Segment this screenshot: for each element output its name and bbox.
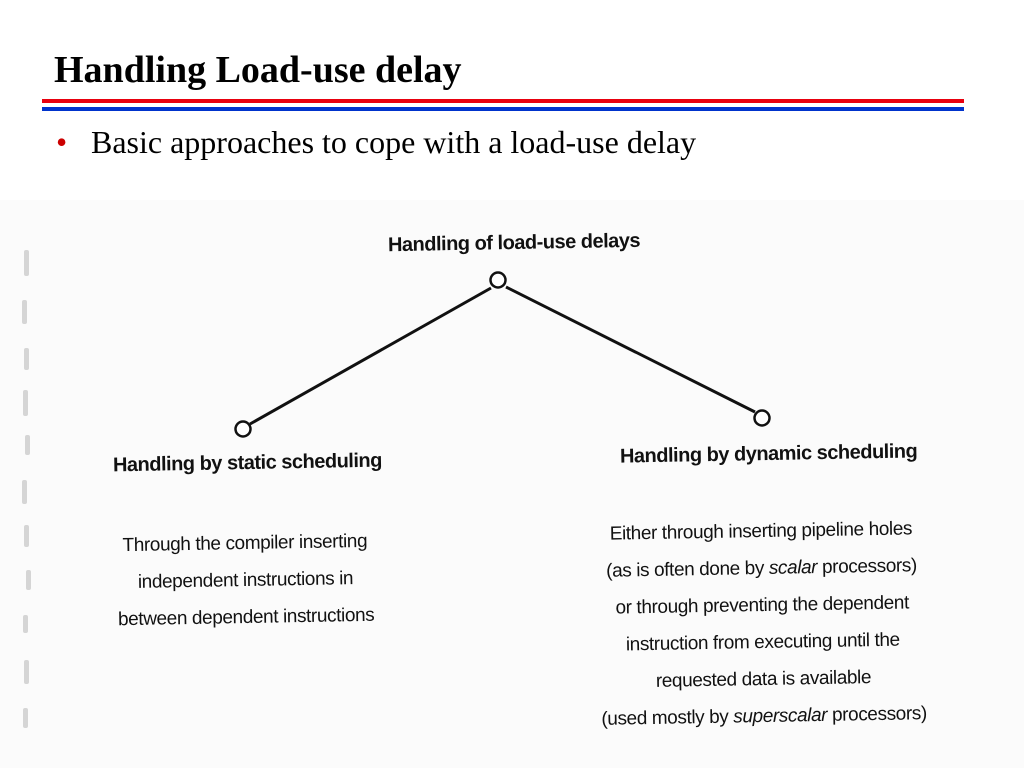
description-emphasis: scalar [768, 557, 818, 579]
root-node-circle [491, 273, 506, 288]
description-text: or through preventing the dependent [615, 592, 910, 619]
dynamic-node-label: Handling by dynamic scheduling [619, 440, 918, 468]
bullet-text: Basic approaches to cope with a load-use delay [91, 124, 697, 160]
edge-root-to-static [250, 288, 491, 424]
description-text: between dependent instructions [117, 604, 375, 631]
description-line [107, 523, 383, 565]
static-node-description [107, 523, 384, 639]
root-node-label: Handling of load-use delays [387, 229, 641, 257]
slide-title: Handling Load-use delay [54, 49, 462, 91]
bullet-marker: • [56, 124, 68, 160]
description-text: (as is often done by [605, 557, 770, 582]
description-text: instruction from executing until the [625, 629, 900, 656]
static-node-circle [236, 422, 251, 437]
dynamic-node-circle [755, 411, 770, 426]
description-line [590, 621, 936, 664]
dynamic-node-description [588, 510, 937, 738]
description-line [591, 695, 937, 738]
description-line [589, 547, 935, 590]
edge-root-to-dynamic [506, 287, 755, 412]
description-text: independent instructions in [137, 568, 354, 593]
description-line [589, 584, 935, 627]
description-text: Through the compiler inserting [122, 530, 368, 557]
description-text: requested data is available [655, 667, 872, 692]
description-text: processors) [816, 555, 918, 579]
description-emphasis: superscalar [733, 704, 828, 728]
description-text: processors) [826, 703, 928, 726]
description-text: Either through inserting pipeline holes [609, 518, 913, 545]
description-line [108, 560, 384, 602]
description-line [108, 597, 384, 639]
description-line [588, 510, 934, 553]
static-node-label: Handling by static scheduling [112, 449, 383, 477]
description-text: (used mostly by [601, 706, 734, 730]
description-line [591, 658, 937, 701]
